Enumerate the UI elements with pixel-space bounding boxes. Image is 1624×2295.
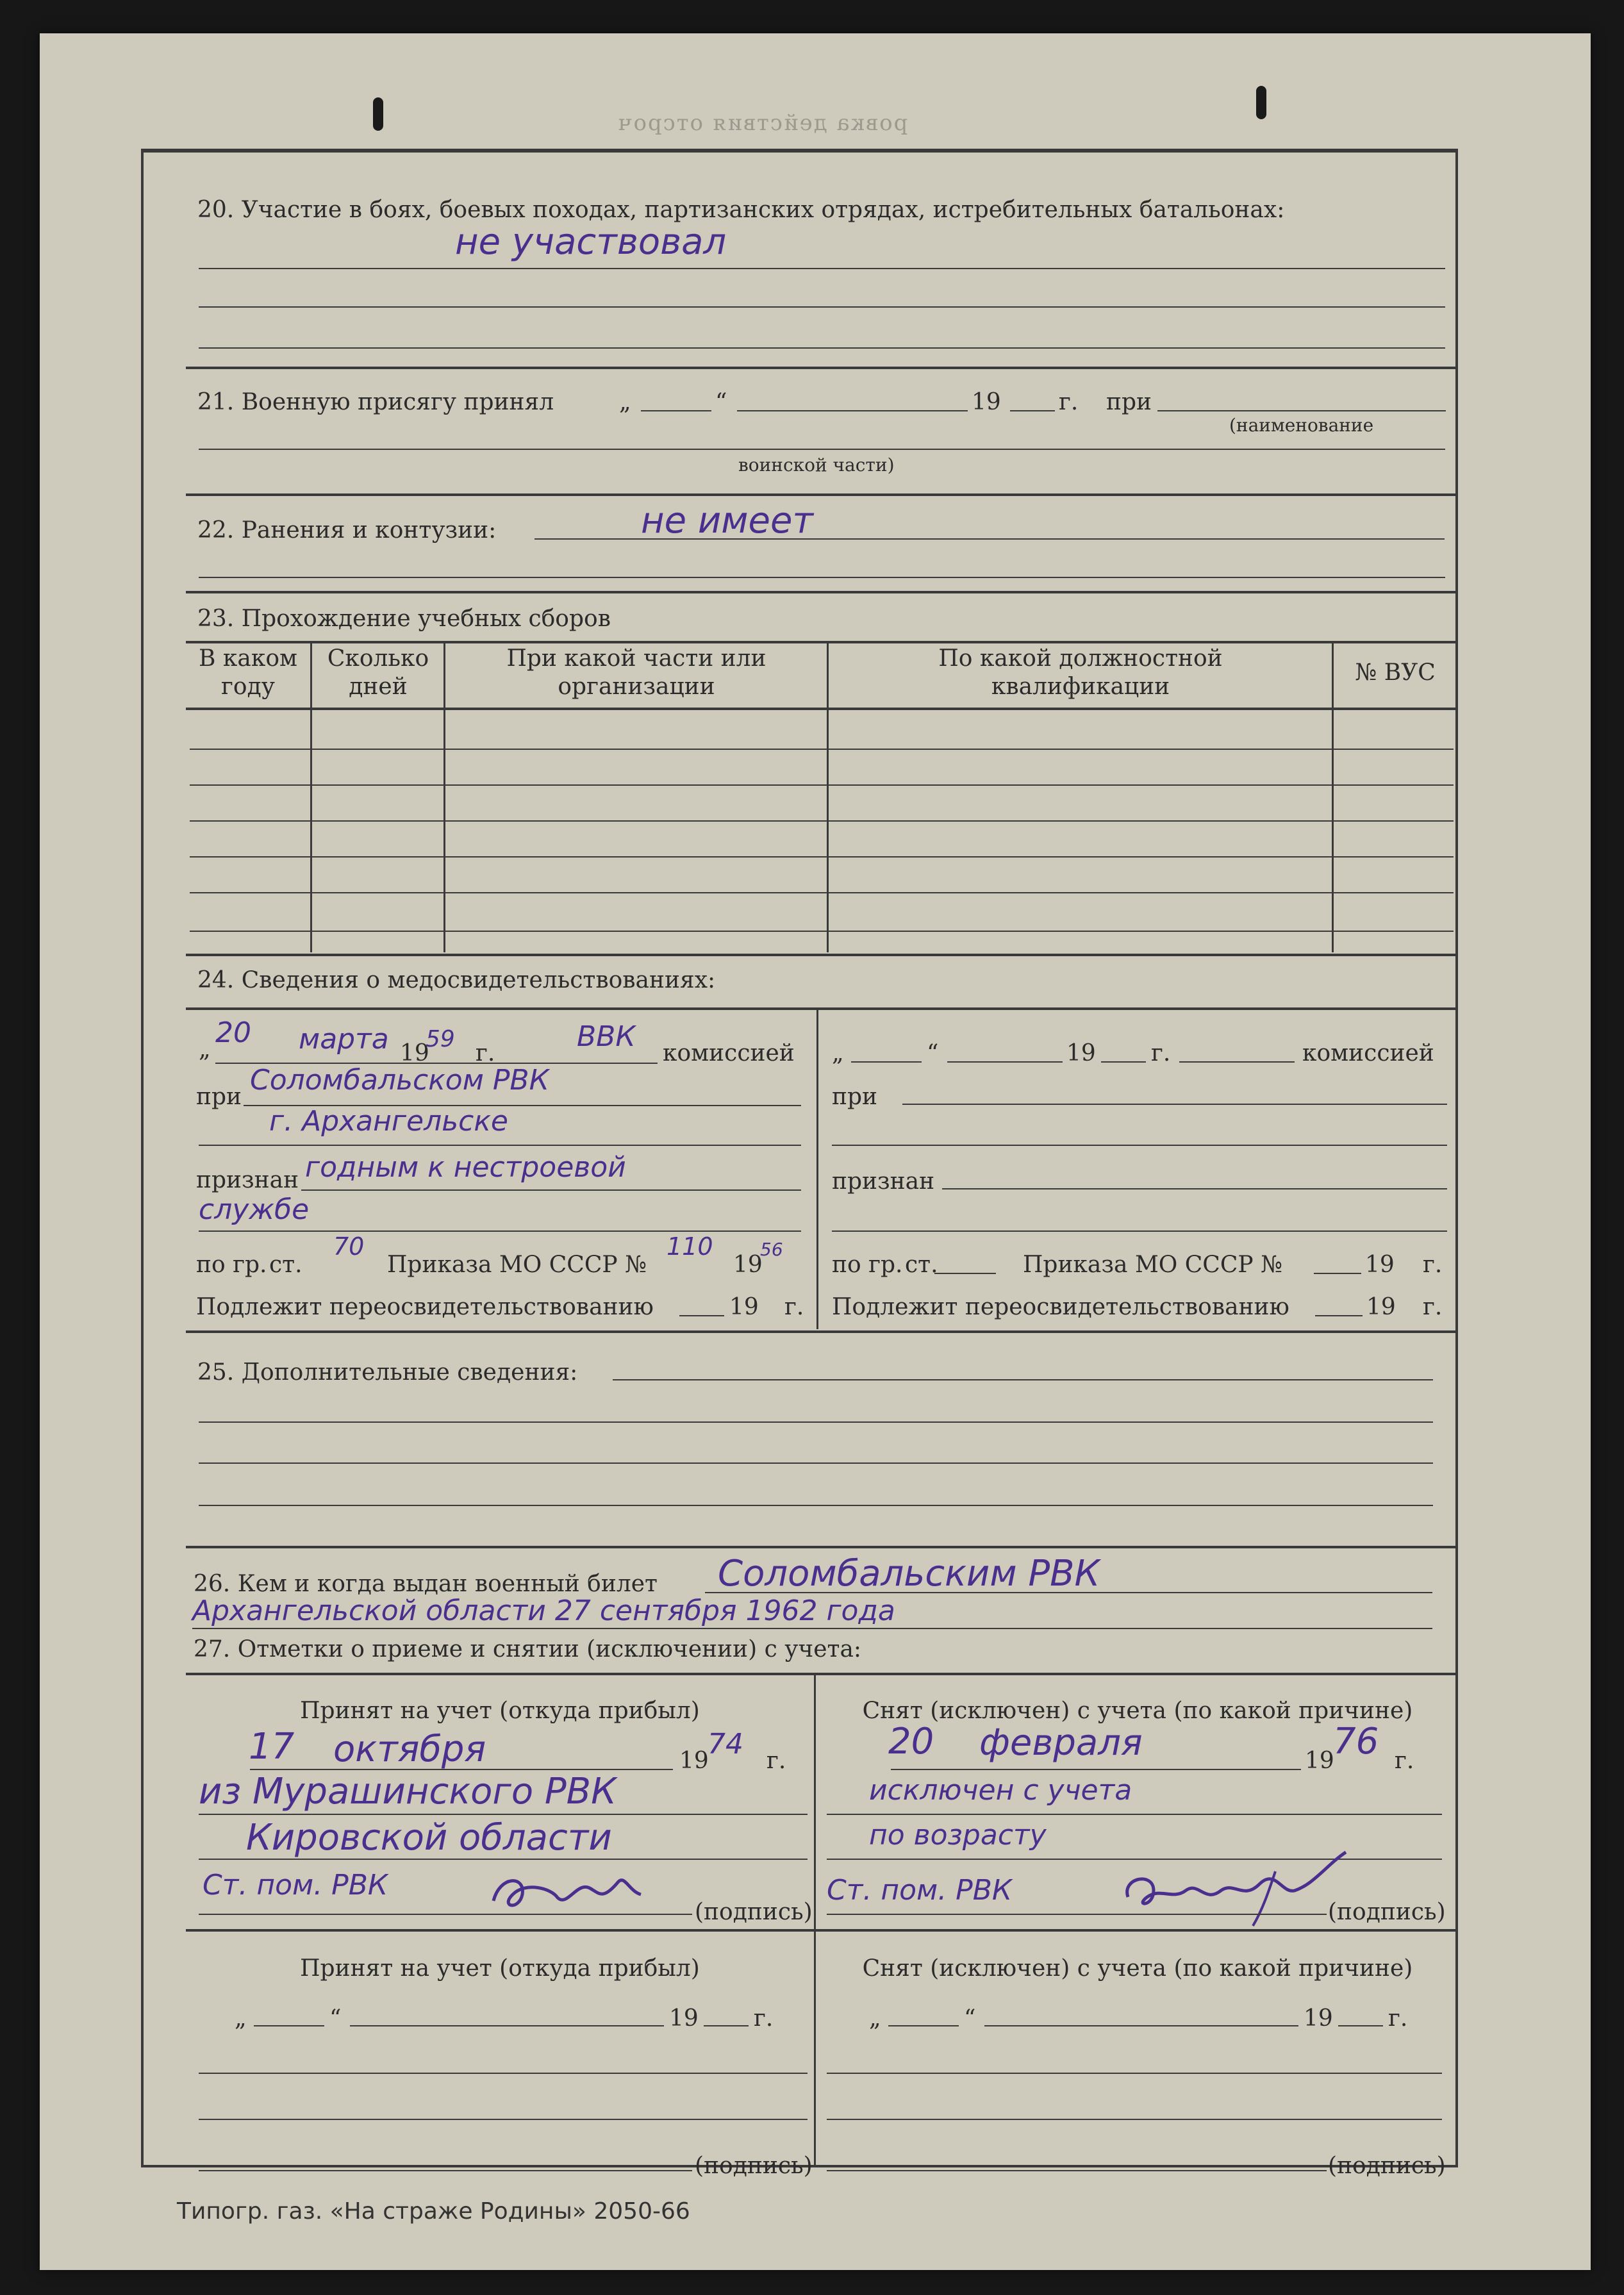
s23-label: 23. Прохождение учебных сборов xyxy=(197,606,611,632)
s27-a2-open: „ xyxy=(235,2005,247,2032)
field-line xyxy=(250,1769,673,1770)
s24-left-priznan-value1: годным к нестроевой xyxy=(305,1151,626,1184)
field-line xyxy=(199,1814,808,1815)
s27-r1-line1: исключен с учета xyxy=(869,1774,1132,1807)
s27-r2-close: “ xyxy=(964,2005,976,2032)
s24-left-day: 20 xyxy=(215,1016,251,1049)
field-line xyxy=(199,2073,808,2074)
s27-col-divider xyxy=(814,1674,816,2167)
s24-right-g: г. xyxy=(1151,1040,1171,1066)
s27-a1-g: г. xyxy=(766,1748,786,1774)
s21-pri: при xyxy=(1106,389,1152,415)
table-col-divider xyxy=(443,642,445,952)
section-divider xyxy=(186,1929,1458,1932)
field-line xyxy=(1157,410,1446,411)
s20-value: не участвовал xyxy=(455,221,727,263)
field-line xyxy=(902,1104,1447,1105)
s24-left-g: г. xyxy=(476,1040,495,1066)
field-line xyxy=(704,2025,749,2026)
field-line xyxy=(891,1769,1301,1770)
section-divider xyxy=(186,367,1458,369)
s21-label: 21. Военную присягу принял xyxy=(197,389,554,415)
s27-a1-podpis: (подпись) xyxy=(695,1899,813,1925)
s24-left-prikaz: Приказа МО СССР № xyxy=(387,1252,647,1278)
s21-hint1: (наименование xyxy=(1229,415,1374,436)
table-col-divider xyxy=(827,642,829,952)
table-header-bottom xyxy=(186,708,1458,710)
table-col-divider xyxy=(1332,642,1334,952)
s27-a2-g: г. xyxy=(754,2005,774,2032)
s24-right-po-gr: по гр. xyxy=(832,1252,903,1278)
section-divider xyxy=(186,493,1458,496)
s24-left-prikaz-num: 110 xyxy=(667,1232,713,1261)
signure-removed xyxy=(1115,1846,1359,1929)
punch-hole xyxy=(1256,86,1266,119)
s27-removed-header-2: Снят (исключен) с учета (по какой причине) xyxy=(862,1955,1413,1982)
s24-left-year-suffix: 59 xyxy=(426,1026,455,1052)
printer-imprint: Типогр. газ. «На страже Родины» 2050-66 xyxy=(177,2198,690,2225)
field-line xyxy=(1101,1061,1146,1063)
field-line xyxy=(827,2119,1442,2120)
bleed-through-text: ровка действия отсроч xyxy=(617,110,908,136)
s27-r2-podpis: (подпись) xyxy=(1328,2153,1446,2179)
table-top xyxy=(186,641,1458,643)
table-col-divider xyxy=(310,642,312,952)
s27-r2-year19: 19 xyxy=(1304,2005,1333,2032)
s27-a1-line1: из Мурашинского РВК xyxy=(199,1771,617,1812)
s23-header-days-1: Сколько xyxy=(327,645,429,672)
field-line xyxy=(199,306,1445,308)
s24-left-podlezhit: Подлежит переосвидетельствованию xyxy=(196,1294,654,1320)
table-row-line xyxy=(190,749,1454,750)
s24-left-org: ВВК xyxy=(577,1020,636,1053)
field-line xyxy=(827,1914,1327,1915)
s24-left-prikaz-year: 56 xyxy=(760,1239,783,1260)
s27-a1-day: 17 xyxy=(249,1726,295,1768)
s23-header-qual-1: По какой должностной xyxy=(938,645,1223,672)
field-line xyxy=(705,1592,1432,1593)
field-line xyxy=(1338,2025,1383,2026)
s27-a2-year19: 19 xyxy=(669,2005,699,2032)
field-line xyxy=(199,577,1445,578)
s23-header-unit-1: При какой части или xyxy=(506,645,766,672)
field-line xyxy=(301,1189,801,1191)
table-row-line xyxy=(190,856,1454,858)
field-line xyxy=(199,1145,801,1146)
s20-label: 20. Участие в боях, боевых походах, партизанских отрядах, истребительных батальонах: xyxy=(197,197,1285,223)
s24-label: 24. Сведения о медосвидетельствованиях: xyxy=(197,967,716,993)
s24-right-priznan: признан xyxy=(832,1168,935,1195)
s27-label: 27. Отметки о приеме и снятии (исключении) с учета: xyxy=(194,1636,862,1662)
field-line xyxy=(737,410,968,411)
field-line xyxy=(199,1462,1433,1464)
s24-left-priznan: признан xyxy=(196,1167,299,1193)
s27-removed-header-1: Снят (исключен) с учета (по какой причине) xyxy=(862,1698,1413,1724)
field-line xyxy=(641,410,711,411)
field-line xyxy=(832,1230,1447,1232)
field-line xyxy=(199,347,1445,349)
s24-left-st: ст. xyxy=(269,1252,302,1278)
s21-open-quote: „ xyxy=(619,389,631,415)
field-line xyxy=(827,1814,1442,1815)
s27-r2-open: „ xyxy=(869,2005,881,2032)
table-row-line xyxy=(190,820,1454,822)
signature-accepted xyxy=(487,1862,647,1920)
s27-r1-year19: 19 xyxy=(1305,1748,1334,1774)
table-row-line xyxy=(190,784,1454,786)
s24-right-prikaz: Приказа МО СССР № xyxy=(1023,1252,1283,1278)
field-line xyxy=(1314,1273,1361,1274)
s24-left-pri-value: Соломбальском РВК xyxy=(250,1064,549,1097)
s24-left-year19: 19 xyxy=(400,1040,429,1066)
field-line xyxy=(942,1188,1447,1189)
field-line xyxy=(199,268,1445,269)
s24-right-commission: комиссией xyxy=(1302,1040,1434,1066)
s25-label: 25. Дополнительные сведения: xyxy=(197,1359,578,1386)
field-line xyxy=(199,1914,692,1915)
s24-right-podlezhit: Подлежит переосвидетельствованию xyxy=(832,1294,1289,1320)
s24-right-prikaz-year19: 19 xyxy=(1365,1252,1395,1278)
s23-header-vus: № ВУС xyxy=(1355,659,1436,686)
field-line xyxy=(199,449,1445,450)
table-row-line xyxy=(190,892,1454,893)
s24-left-pri: при xyxy=(196,1084,242,1110)
s27-a1-year19: 19 xyxy=(679,1748,709,1774)
s21-year: 19 xyxy=(972,389,1001,415)
s24-left-po-gr: по гр. xyxy=(196,1252,267,1278)
field-line xyxy=(1315,1315,1363,1316)
s22-value: не имеет xyxy=(641,500,814,542)
s23-header-year-2: году xyxy=(221,674,275,700)
s23-header-qual-2: квалификации xyxy=(991,674,1170,700)
s24-right-podlezhit-year19: 19 xyxy=(1366,1294,1396,1320)
s27-r1-year-suffix: 76 xyxy=(1333,1721,1379,1762)
s27-r2-g: г. xyxy=(1388,2005,1408,2032)
section-divider xyxy=(186,1330,1458,1333)
field-line xyxy=(199,1230,801,1232)
s23-header-unit-2: организации xyxy=(558,674,715,700)
field-line xyxy=(199,2170,692,2171)
s21-close-quote: “ xyxy=(715,389,727,415)
s24-left-open-quote: „ xyxy=(199,1036,211,1063)
s27-accepted-header-2: Принят на учет (откуда прибыл) xyxy=(300,1955,700,1982)
s24-right-st: ст. xyxy=(905,1252,938,1278)
s27-a1-month: октября xyxy=(333,1728,486,1770)
s24-left-commission: комиссией xyxy=(663,1040,795,1066)
field-line xyxy=(192,1628,1432,1629)
section-divider xyxy=(186,591,1458,593)
field-line xyxy=(350,2025,664,2026)
s27-accepted-header-1: Принят на учет (откуда прибыл) xyxy=(300,1698,700,1724)
field-line xyxy=(199,1859,808,1860)
s26-value1: Соломбальским РВК xyxy=(718,1553,1100,1595)
field-line xyxy=(1010,410,1055,411)
s27-r1-g: г. xyxy=(1395,1748,1414,1774)
s24-left-podlezhit-g: г. xyxy=(784,1294,804,1320)
s26-value2: Архангельской области 27 сентября 1962 года xyxy=(192,1595,895,1627)
section-divider xyxy=(186,1546,1458,1548)
punch-hole xyxy=(373,97,383,131)
s24-right-year19: 19 xyxy=(1066,1040,1096,1066)
s24-right-podlezhit-g: г. xyxy=(1423,1294,1443,1320)
s24-left-city: г. Архангельске xyxy=(269,1105,508,1138)
s21-hint2: воинской части) xyxy=(738,454,895,476)
s27-r1-sign-title: Ст. пом. РВК xyxy=(827,1874,1013,1907)
field-line xyxy=(851,1061,922,1063)
s23-header-year-1: В каком xyxy=(198,645,298,672)
field-line xyxy=(199,1505,1433,1506)
s24-right-prikaz-g: г. xyxy=(1423,1252,1443,1278)
s27-a1-line2: Кировской области xyxy=(246,1817,612,1859)
s24-right-close: “ xyxy=(927,1040,939,1066)
s24-right-open: „ xyxy=(832,1040,844,1066)
s23-header-days-2: дней xyxy=(349,674,408,700)
s24-left-prikaz-year19: 19 xyxy=(733,1252,763,1278)
s27-r1-day: 20 xyxy=(888,1721,934,1762)
s27-r1-month: февраля xyxy=(979,1722,1143,1764)
field-line xyxy=(1179,1061,1295,1063)
s24-left-priznan-value2: службе xyxy=(199,1193,310,1226)
s27-a2-close: “ xyxy=(329,2005,342,2032)
s27-a1-year-suffix: 74 xyxy=(708,1728,743,1761)
field-line xyxy=(613,1379,1433,1380)
field-line xyxy=(934,1273,996,1274)
s22-label: 22. Ранения и контузии: xyxy=(197,517,497,543)
s24-right-pri: при xyxy=(832,1084,878,1110)
s27-r1-podpis: (подпись) xyxy=(1328,1899,1446,1925)
s27-a2-podpis: (подпись) xyxy=(695,2153,813,2179)
s24-left-month: марта xyxy=(299,1023,389,1056)
section-divider xyxy=(186,954,1458,956)
table-row-line xyxy=(190,931,1454,932)
s26-label: 26. Кем и когда выдан военный билет xyxy=(194,1571,658,1597)
s27-r1-line2: по возрасту xyxy=(869,1819,1047,1852)
field-line xyxy=(827,2073,1442,2074)
s24-left-st-value: 70 xyxy=(333,1232,365,1261)
field-line xyxy=(888,2025,959,2026)
s27-a1-sign-title: Ст. пом. РВК xyxy=(203,1869,388,1901)
field-line xyxy=(827,2170,1327,2171)
field-line xyxy=(199,2119,808,2120)
section-divider xyxy=(186,1673,1458,1675)
s21-g: г. xyxy=(1059,389,1079,415)
field-line xyxy=(199,1421,1433,1423)
field-line xyxy=(947,1061,1063,1063)
s24-col-divider xyxy=(816,1009,818,1329)
field-line xyxy=(832,1145,1447,1146)
field-line xyxy=(679,1315,724,1316)
s24-left-podlezhit-year19: 19 xyxy=(729,1294,759,1320)
section-divider xyxy=(186,1007,1458,1010)
field-line xyxy=(254,2025,324,2026)
field-line xyxy=(984,2025,1298,2026)
